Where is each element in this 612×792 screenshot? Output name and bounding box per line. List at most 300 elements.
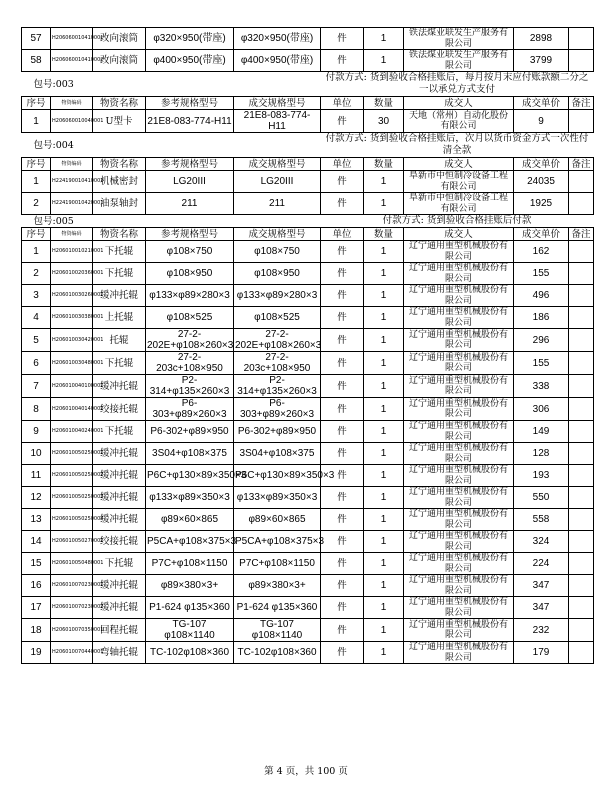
cell-name: 缓冲托辊 xyxy=(93,465,146,487)
cell-ref-spec: φ89×380×3+ xyxy=(146,575,234,597)
cell-supplier: 辽宁通用重型机械股份有限公司 xyxy=(404,443,514,465)
column-header: 物资编码 xyxy=(51,97,93,110)
cell-unit: 件 xyxy=(321,443,364,465)
table-row xyxy=(22,553,594,575)
cell-qty: 1 xyxy=(364,597,404,619)
column-header: 参考规格型号 xyxy=(146,158,234,171)
cell-name: 绞接托辊 xyxy=(93,398,146,421)
cell-qty: 1 xyxy=(364,443,404,465)
cell-code: H206010050250001 xyxy=(51,443,93,465)
cell-no: 11 xyxy=(22,465,51,487)
cell-supplier: 辽宁通用重型机械股份有限公司 xyxy=(404,531,514,553)
cell-unit: 件 xyxy=(321,642,364,664)
column-header: 成交单价 xyxy=(514,158,569,171)
cell-note xyxy=(569,421,594,443)
cell-code: H206060010410001 xyxy=(51,28,93,50)
header-row xyxy=(22,228,594,241)
cell-qty: 1 xyxy=(364,465,404,487)
cell-qty: 1 xyxy=(364,50,404,72)
table-row xyxy=(22,263,594,285)
table-row xyxy=(22,597,594,619)
cell-note xyxy=(569,619,594,642)
cell-price: 306 xyxy=(514,398,569,421)
cell-deal-spec: φ133×φ89×280×3 xyxy=(234,285,321,307)
cell-price: 347 xyxy=(514,597,569,619)
cell-note xyxy=(569,329,594,352)
cell-no: 9 xyxy=(22,421,51,443)
cell-code: H206060010410002 xyxy=(51,50,93,72)
cell-ref-spec: P6-303+φ89×260×3 xyxy=(146,398,234,421)
cell-deal-spec: φ89×60×865 xyxy=(234,509,321,531)
cell-supplier: 辽宁通用重型机械股份有限公司 xyxy=(404,509,514,531)
table-row xyxy=(22,171,594,193)
table-row xyxy=(22,465,594,487)
table-row xyxy=(22,307,594,329)
cell-price: 324 xyxy=(514,531,569,553)
cell-qty: 1 xyxy=(364,487,404,509)
cell-name: 改向滚筒 xyxy=(93,50,146,72)
table-row xyxy=(22,531,594,553)
column-header: 单位 xyxy=(321,97,364,110)
cell-price: 558 xyxy=(514,509,569,531)
cell-ref-spec: 211 xyxy=(146,193,234,215)
cell-note xyxy=(569,375,594,398)
table-body xyxy=(22,28,594,664)
cell-code: H206060010040001 xyxy=(51,110,93,133)
cell-name: 缓冲托辊 xyxy=(93,375,146,398)
cell-price: 128 xyxy=(514,443,569,465)
cell-no: 15 xyxy=(22,553,51,575)
cell-unit: 件 xyxy=(321,398,364,421)
cell-ref-spec: P6-302+φ89×950 xyxy=(146,421,234,443)
cell-note xyxy=(569,110,594,133)
cell-deal-spec: 21E8-083-774-H11 xyxy=(234,110,321,133)
cell-name: 缓冲托辊 xyxy=(93,487,146,509)
column-header: 成交单价 xyxy=(514,97,569,110)
cell-deal-spec: 3S04+φ108×375 xyxy=(234,443,321,465)
column-header: 成交规格型号 xyxy=(234,97,321,110)
cell-name: 改向滚筒 xyxy=(93,28,146,50)
cell-qty: 1 xyxy=(364,241,404,263)
cell-code: H206010050270001 xyxy=(51,531,93,553)
cell-note xyxy=(569,263,594,285)
cell-note xyxy=(569,531,594,553)
column-header: 序号 xyxy=(22,228,51,241)
cell-unit: 件 xyxy=(321,263,364,285)
cell-supplier: 辽宁通用重型机械股份有限公司 xyxy=(404,329,514,352)
package-label: 包号:003 xyxy=(33,78,74,90)
cell-price: 338 xyxy=(514,375,569,398)
cell-supplier: 铁法煤业联发生产服务有限公司 xyxy=(404,28,514,50)
cell-note xyxy=(569,642,594,664)
cell-ref-spec: φ400×950(带座) xyxy=(146,50,234,72)
cell-code: H206010020360001 xyxy=(51,263,93,285)
cell-name: 油泵轴封 xyxy=(93,193,146,215)
cell-ref-spec: φ133×φ89×280×3 xyxy=(146,285,234,307)
cell-name: 缓冲托辊 xyxy=(93,285,146,307)
cell-note xyxy=(569,398,594,421)
column-header: 数量 xyxy=(364,97,404,110)
column-header: 备注 xyxy=(569,228,594,241)
cell-code: H206010030480001 xyxy=(51,352,93,375)
cell-qty: 1 xyxy=(364,171,404,193)
package-label: 包号:004 xyxy=(33,139,74,151)
cell-name: 缓冲托辊 xyxy=(93,597,146,619)
cell-name: U型卡 xyxy=(93,110,146,133)
cell-no: 10 xyxy=(22,443,51,465)
cell-note xyxy=(569,487,594,509)
cell-deal-spec: 211 xyxy=(234,193,321,215)
cell-ref-spec: 27-2-203c+108×950 xyxy=(146,352,234,375)
cell-unit: 件 xyxy=(321,619,364,642)
cell-deal-spec: P2-314+φ135×260×3 xyxy=(234,375,321,398)
cell-no: 7 xyxy=(22,375,51,398)
cell-no: 17 xyxy=(22,597,51,619)
cell-note xyxy=(569,241,594,263)
cell-name: 上托辊 xyxy=(93,307,146,329)
column-header: 单位 xyxy=(321,228,364,241)
cell-code: H224190010410001 xyxy=(51,171,93,193)
cell-supplier: 辽宁通用重型机械股份有限公司 xyxy=(404,263,514,285)
cell-supplier: 天地（常州）自动化股份有限公司 xyxy=(404,110,514,133)
table-row xyxy=(22,398,594,421)
cell-name: 托辊 xyxy=(93,329,146,352)
cell-price: 296 xyxy=(514,329,569,352)
cell-note xyxy=(569,307,594,329)
page-footer: 第 4 页，共 100 页 xyxy=(264,766,348,777)
cell-code: H206010050250004 xyxy=(51,509,93,531)
column-header: 数量 xyxy=(364,228,404,241)
cell-no: 3 xyxy=(22,285,51,307)
cell-qty: 1 xyxy=(364,263,404,285)
cell-ref-spec: φ108×750 xyxy=(146,241,234,263)
cell-code: H206010070350001 xyxy=(51,619,93,642)
cell-name: 下托辊 xyxy=(93,263,146,285)
column-header: 序号 xyxy=(22,97,51,110)
cell-no: 57 xyxy=(22,28,51,50)
cell-price: 347 xyxy=(514,575,569,597)
cell-unit: 件 xyxy=(321,575,364,597)
cell-price: 179 xyxy=(514,642,569,664)
column-header: 成交人 xyxy=(404,228,514,241)
table-row xyxy=(22,110,594,133)
cell-name: 缓冲托辊 xyxy=(93,509,146,531)
table-row xyxy=(22,619,594,642)
cell-qty: 1 xyxy=(364,28,404,50)
cell-code: H206010040100001 xyxy=(51,375,93,398)
cell-supplier: 辽宁通用重型机械股份有限公司 xyxy=(404,241,514,263)
cell-no: 2 xyxy=(22,263,51,285)
cell-code: H206010030420001 xyxy=(51,329,93,352)
cell-ref-spec: φ108×950 xyxy=(146,263,234,285)
cell-name: 机械密封 xyxy=(93,171,146,193)
cell-price: 162 xyxy=(514,241,569,263)
table-row xyxy=(22,193,594,215)
cell-ref-spec: φ320×950(带座) xyxy=(146,28,234,50)
cell-qty: 1 xyxy=(364,509,404,531)
cell-name: 下托辊 xyxy=(93,421,146,443)
column-header: 物资名称 xyxy=(93,97,146,110)
cell-note xyxy=(569,171,594,193)
table-row xyxy=(22,352,594,375)
column-header: 物资名称 xyxy=(93,158,146,171)
cell-note xyxy=(569,597,594,619)
column-header: 备注 xyxy=(569,97,594,110)
cell-no: 58 xyxy=(22,50,51,72)
payment-terms: 付款方式: 货到验收合格挂账后，次月以货币资金方式一次性付清全款 xyxy=(325,133,589,156)
cell-deal-spec: P1-624 φ135×360 xyxy=(234,597,321,619)
cell-note xyxy=(569,285,594,307)
cell-ref-spec: 27-2-202E+φ108×260×3 xyxy=(147,329,234,351)
cell-name: 回程托辊 xyxy=(93,619,146,642)
cell-deal-spec: φ108×525 xyxy=(234,307,321,329)
cell-code: H206010030380001 xyxy=(51,307,93,329)
cell-supplier: 辽宁通用重型机械股份有限公司 xyxy=(404,642,514,664)
cell-price: 2898 xyxy=(514,28,569,50)
cell-no: 5 xyxy=(22,329,51,352)
table-row xyxy=(22,28,594,50)
cell-note xyxy=(569,443,594,465)
header-row xyxy=(22,97,594,110)
cell-code: H206010050250003 xyxy=(51,487,93,509)
cell-code: H206010070440001 xyxy=(51,642,93,664)
cell-supplier: 阜新市中恒制冷设备工程有限公司 xyxy=(404,193,514,215)
cell-qty: 1 xyxy=(364,329,404,352)
cell-qty: 1 xyxy=(364,352,404,375)
table-row xyxy=(22,285,594,307)
cell-supplier: 辽宁通用重型机械股份有限公司 xyxy=(404,285,514,307)
cell-no: 4 xyxy=(22,307,51,329)
cell-unit: 件 xyxy=(321,553,364,575)
cell-deal-spec: φ400×950(带座) xyxy=(234,50,321,72)
cell-code: H206010040240001 xyxy=(51,421,93,443)
cell-qty: 1 xyxy=(364,398,404,421)
cell-ref-spec: TG-107 φ108×1140 xyxy=(146,619,234,642)
cell-note xyxy=(569,193,594,215)
cell-no: 16 xyxy=(22,575,51,597)
cell-unit: 件 xyxy=(321,241,364,263)
cell-ref-spec: φ89×60×865 xyxy=(146,509,234,531)
table-row xyxy=(22,421,594,443)
results-table xyxy=(21,27,594,664)
cell-supplier: 铁法煤业联发生产服务有限公司 xyxy=(404,50,514,72)
table-row xyxy=(22,575,594,597)
table-row xyxy=(22,487,594,509)
cell-ref-spec: 21E8-083-774-H11 xyxy=(146,110,234,133)
cell-unit: 件 xyxy=(321,375,364,398)
cell-unit: 件 xyxy=(321,509,364,531)
package-row xyxy=(22,133,594,158)
cell-note xyxy=(569,553,594,575)
column-header: 成交单价 xyxy=(514,228,569,241)
cell-deal-spec: 27-2-203c+108×950 xyxy=(234,352,321,375)
cell-unit: 件 xyxy=(321,531,364,553)
cell-note xyxy=(569,465,594,487)
cell-note xyxy=(569,575,594,597)
cell-name: 绞接托辊 xyxy=(93,531,146,553)
cell-supplier: 辽宁通用重型机械股份有限公司 xyxy=(404,465,514,487)
table-row xyxy=(22,50,594,72)
cell-supplier: 辽宁通用重型机械股份有限公司 xyxy=(404,553,514,575)
cell-name: 下托辊 xyxy=(93,352,146,375)
column-header: 单位 xyxy=(321,158,364,171)
column-header: 物资编码 xyxy=(51,228,93,241)
table-row xyxy=(22,443,594,465)
cell-code: H206010010210001 xyxy=(51,241,93,263)
cell-unit: 件 xyxy=(321,285,364,307)
cell-no: 1 xyxy=(22,110,51,133)
cell-no: 14 xyxy=(22,531,51,553)
cell-deal-spec: φ320×950(带座) xyxy=(234,28,321,50)
cell-name: 弯轴托辊 xyxy=(93,642,146,664)
cell-code: H206010050480001 xyxy=(51,553,93,575)
cell-code: H206010070230002 xyxy=(51,597,93,619)
payment-terms: 付款方式: 货到验收合格挂账后，每月按月末应付账款额二分之一以承兑方式支付 xyxy=(325,72,589,95)
cell-qty: 1 xyxy=(364,285,404,307)
column-header: 成交人 xyxy=(404,158,514,171)
cell-unit: 件 xyxy=(321,307,364,329)
cell-code: H224190010420001 xyxy=(51,193,93,215)
cell-deal-spec: φ89×380×3+ xyxy=(234,575,321,597)
cell-deal-spec: P6C+φ130×89×350×3 xyxy=(234,465,321,487)
cell-price: 193 xyxy=(514,465,569,487)
cell-unit: 件 xyxy=(321,193,364,215)
cell-deal-spec: φ108×950 xyxy=(234,263,321,285)
cell-no: 1 xyxy=(22,241,51,263)
table-row xyxy=(22,329,594,352)
cell-no: 12 xyxy=(22,487,51,509)
cell-price: 149 xyxy=(514,421,569,443)
column-header: 参考规格型号 xyxy=(146,228,234,241)
cell-qty: 1 xyxy=(364,421,404,443)
cell-supplier: 辽宁通用重型机械股份有限公司 xyxy=(404,352,514,375)
cell-price: 1925 xyxy=(514,193,569,215)
cell-ref-spec: P7C+φ108×1150 xyxy=(146,553,234,575)
cell-supplier: 辽宁通用重型机械股份有限公司 xyxy=(404,597,514,619)
cell-price: 232 xyxy=(514,619,569,642)
column-header: 参考规格型号 xyxy=(146,97,234,110)
cell-unit: 件 xyxy=(321,171,364,193)
cell-qty: 1 xyxy=(364,307,404,329)
cell-code: H206010030260001 xyxy=(51,285,93,307)
cell-deal-spec: φ133×φ89×350×3 xyxy=(234,487,321,509)
cell-supplier: 辽宁通用重型机械股份有限公司 xyxy=(404,487,514,509)
cell-code: H206010050250002 xyxy=(51,465,93,487)
cell-unit: 件 xyxy=(321,329,364,352)
column-header: 成交人 xyxy=(404,97,514,110)
table-row xyxy=(22,375,594,398)
cell-deal-spec: TG-107 φ108×1140 xyxy=(234,619,321,642)
cell-deal-spec: P5CA+φ108×375×3 xyxy=(234,531,321,553)
cell-ref-spec: P1-624 φ135×360 xyxy=(146,597,234,619)
cell-unit: 件 xyxy=(321,421,364,443)
table-row xyxy=(22,509,594,531)
cell-unit: 件 xyxy=(321,487,364,509)
cell-ref-spec: TC-102φ108×360 xyxy=(146,642,234,664)
cell-price: 24035 xyxy=(514,171,569,193)
package-row xyxy=(22,72,594,97)
cell-no: 19 xyxy=(22,642,51,664)
cell-name: 缓冲托辊 xyxy=(93,575,146,597)
column-header: 物资名称 xyxy=(93,228,146,241)
cell-price: 224 xyxy=(514,553,569,575)
package-label: 包号:005 xyxy=(33,215,74,227)
column-header: 数量 xyxy=(364,158,404,171)
cell-supplier: 辽宁通用重型机械股份有限公司 xyxy=(404,421,514,443)
cell-no: 18 xyxy=(22,619,51,642)
cell-price: 186 xyxy=(514,307,569,329)
cell-price: 9 xyxy=(514,110,569,133)
cell-unit: 件 xyxy=(321,597,364,619)
cell-supplier: 辽宁通用重型机械股份有限公司 xyxy=(404,398,514,421)
cell-ref-spec: φ108×525 xyxy=(146,307,234,329)
cell-name: 缓冲托辊 xyxy=(93,443,146,465)
column-header: 物资编码 xyxy=(51,158,93,171)
cell-note xyxy=(569,509,594,531)
cell-supplier: 辽宁通用重型机械股份有限公司 xyxy=(404,307,514,329)
cell-note xyxy=(569,352,594,375)
cell-note xyxy=(569,28,594,50)
table-row xyxy=(22,642,594,664)
cell-ref-spec: P6C+φ130×89×350×3 xyxy=(146,465,234,487)
cell-qty: 1 xyxy=(364,619,404,642)
cell-qty: 1 xyxy=(364,642,404,664)
cell-unit: 件 xyxy=(321,50,364,72)
payment-terms: 付款方式: 货到验收合格挂账后付款 xyxy=(382,215,532,226)
cell-deal-spec: P7C+φ108×1150 xyxy=(234,553,321,575)
header-row xyxy=(22,158,594,171)
cell-price: 550 xyxy=(514,487,569,509)
cell-name: 下托辊 xyxy=(93,241,146,263)
column-header: 备注 xyxy=(569,158,594,171)
cell-ref-spec: 3S04+φ108×375 xyxy=(146,443,234,465)
cell-unit: 件 xyxy=(321,465,364,487)
cell-ref-spec: P2-314+φ135×260×3 xyxy=(146,375,234,398)
cell-code: H206010040140001 xyxy=(51,398,93,421)
cell-ref-spec: P5CA+φ108×375×3 xyxy=(146,531,234,553)
cell-supplier: 辽宁通用重型机械股份有限公司 xyxy=(404,619,514,642)
cell-qty: 1 xyxy=(364,553,404,575)
cell-no: 1 xyxy=(22,171,51,193)
column-header: 成交规格型号 xyxy=(234,158,321,171)
cell-note xyxy=(569,50,594,72)
table-row xyxy=(22,241,594,263)
cell-code: H206010070230001 xyxy=(51,575,93,597)
cell-deal-spec: P6-302+φ89×950 xyxy=(234,421,321,443)
column-header: 成交规格型号 xyxy=(234,228,321,241)
cell-name: 下托辊 xyxy=(93,553,146,575)
cell-deal-spec: TC-102φ108×360 xyxy=(234,642,321,664)
package-row xyxy=(22,215,594,228)
cell-price: 155 xyxy=(514,352,569,375)
cell-supplier: 阜新市中恒制冷设备工程有限公司 xyxy=(404,171,514,193)
cell-supplier: 辽宁通用重型机械股份有限公司 xyxy=(404,375,514,398)
cell-no: 8 xyxy=(22,398,51,421)
cell-qty: 1 xyxy=(364,193,404,215)
cell-qty: 30 xyxy=(364,110,404,133)
cell-ref-spec: φ133×φ89×350×3 xyxy=(146,487,234,509)
cell-no: 13 xyxy=(22,509,51,531)
cell-supplier: 辽宁通用重型机械股份有限公司 xyxy=(404,575,514,597)
cell-deal-spec: φ108×750 xyxy=(234,241,321,263)
cell-unit: 件 xyxy=(321,352,364,375)
cell-price: 3799 xyxy=(514,50,569,72)
cell-no: 2 xyxy=(22,193,51,215)
cell-deal-spec: LG20III xyxy=(234,171,321,193)
cell-deal-spec: P6-303+φ89×260×3 xyxy=(234,398,321,421)
cell-qty: 1 xyxy=(364,531,404,553)
cell-ref-spec: LG20III xyxy=(146,171,234,193)
